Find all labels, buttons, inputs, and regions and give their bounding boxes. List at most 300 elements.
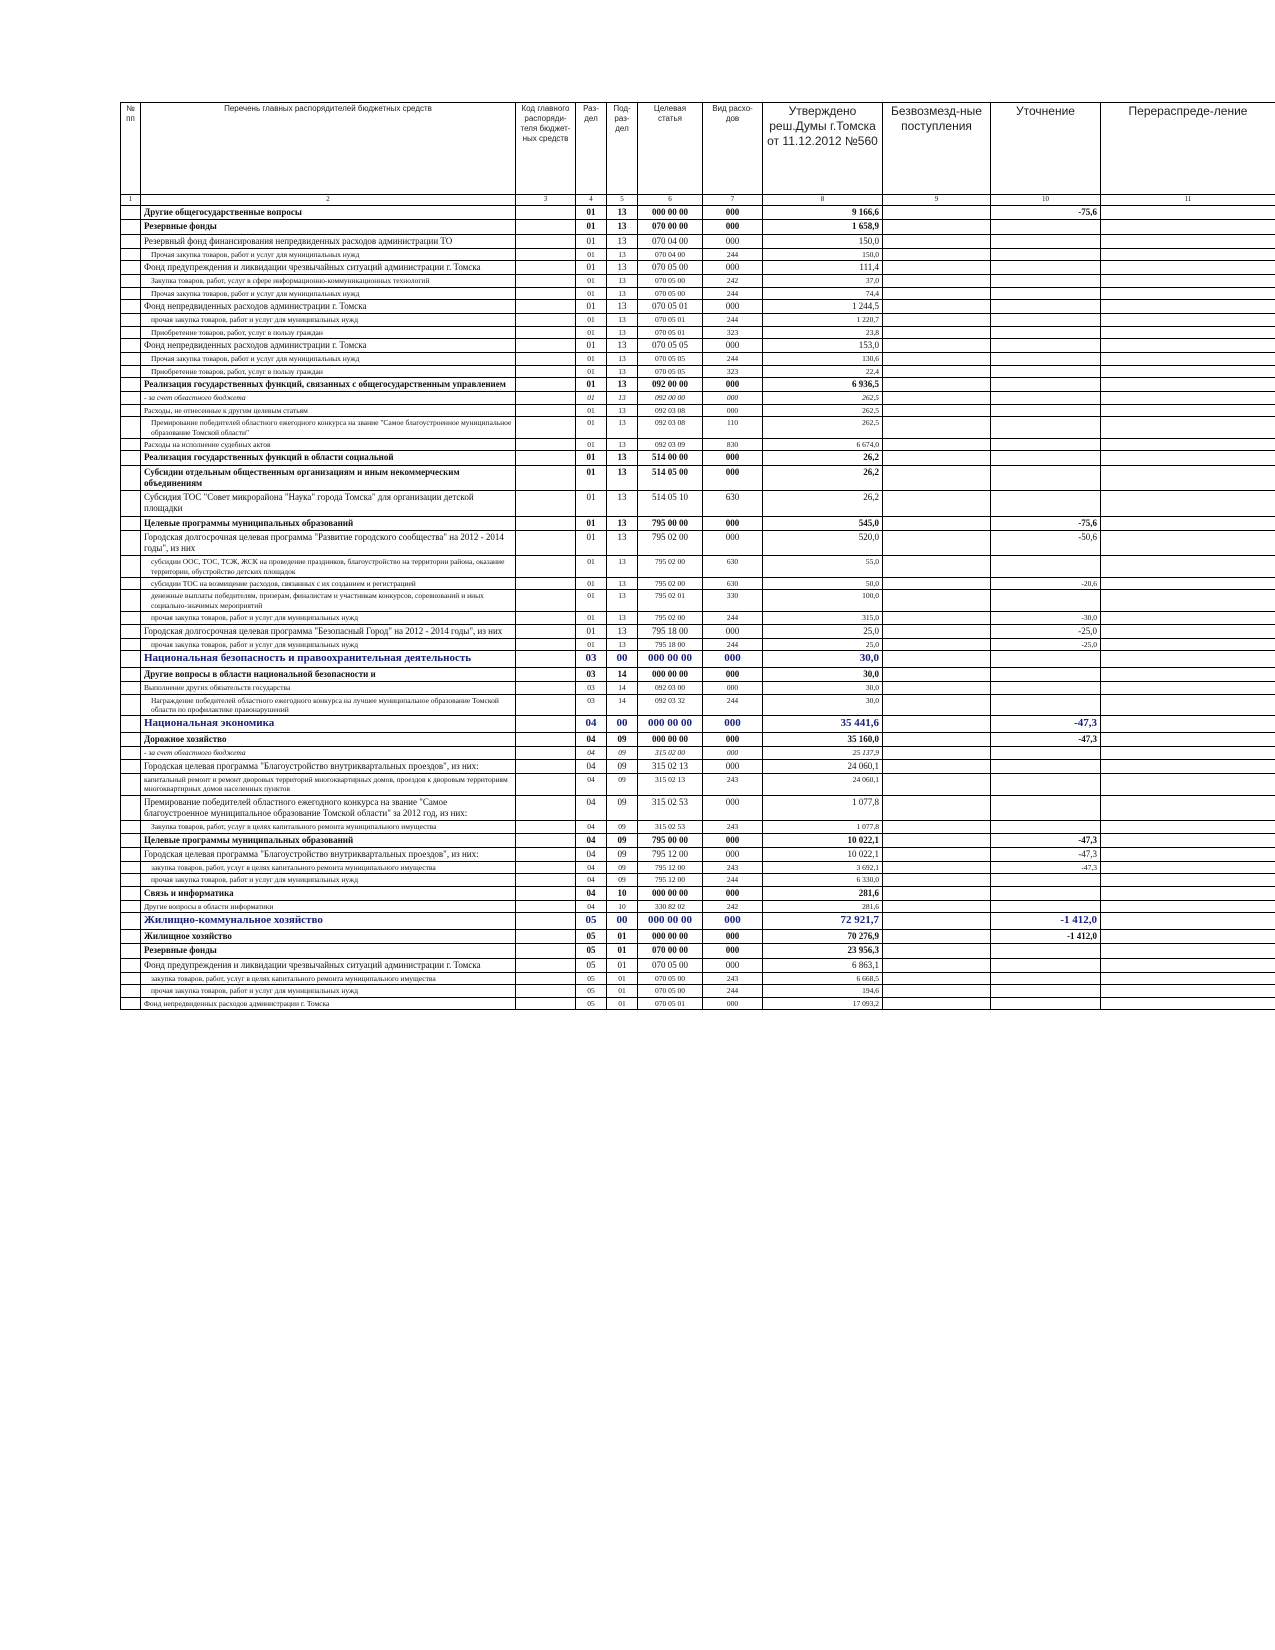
row-statya: 092 00 00 (638, 378, 703, 392)
row-podrazdel: 09 (607, 862, 638, 874)
row-podrazdel: 13 (607, 287, 638, 299)
row-grants (883, 417, 991, 439)
column-number: 6 (638, 195, 703, 206)
row-grants (883, 795, 991, 821)
row-code (516, 326, 576, 338)
row-name: Резервный фонд финансирования непредвиденных расходов администрации ТО (141, 234, 516, 248)
row-razdel: 01 (576, 491, 607, 517)
row-approved: 24 060,1 (763, 759, 883, 773)
row-grants (883, 287, 991, 299)
row-statya: 070 00 00 (638, 944, 703, 958)
table-row (121, 234, 1275, 248)
row-code (516, 638, 576, 650)
row-code (516, 682, 576, 694)
row-vid: 323 (703, 365, 763, 377)
row-name: Реализация государственных функций, связанных с общегосударственным управлением (141, 378, 516, 392)
row-number-cell (121, 365, 141, 377)
row-podrazdel: 13 (607, 624, 638, 638)
column-number: 3 (516, 195, 576, 206)
row-razdel: 03 (576, 682, 607, 694)
table-row (121, 417, 1275, 439)
row-statya: 795 12 00 (638, 847, 703, 861)
row-clarification: -30,0 (991, 612, 1101, 624)
row-redistribution (1101, 886, 1275, 900)
row-number-cell (121, 638, 141, 650)
header-code: Код главного распоряди-теля бюджет-ных средств (516, 103, 576, 195)
row-razdel: 04 (576, 862, 607, 874)
row-code (516, 833, 576, 847)
row-redistribution (1101, 747, 1275, 759)
row-number-cell (121, 886, 141, 900)
row-statya: 092 03 08 (638, 417, 703, 439)
row-name: Прочая закупка товаров, работ и услуг для муниципальных нужд (141, 248, 516, 260)
row-grants (883, 944, 991, 958)
row-razdel: 01 (576, 451, 607, 465)
row-number-cell (121, 667, 141, 681)
row-clarification (991, 759, 1101, 773)
row-code (516, 795, 576, 821)
row-grants (883, 847, 991, 861)
row-clarification (991, 944, 1101, 958)
row-number-cell (121, 901, 141, 913)
row-approved: 10 022,1 (763, 847, 883, 861)
row-clarification (991, 795, 1101, 821)
row-statya: 795 00 00 (638, 833, 703, 847)
row-redistribution (1101, 624, 1275, 638)
row-redistribution (1101, 392, 1275, 404)
row-statya: 070 00 00 (638, 220, 703, 234)
row-number-cell (121, 438, 141, 450)
row-razdel: 01 (576, 365, 607, 377)
row-code (516, 847, 576, 861)
row-code (516, 578, 576, 590)
column-number: 10 (991, 195, 1101, 206)
row-grants (883, 638, 991, 650)
row-name: Закупка товаров, работ, услуг в целях капитального ремонта муниципального имущества (141, 821, 516, 833)
row-vid: 000 (703, 930, 763, 944)
row-podrazdel: 13 (607, 612, 638, 624)
row-clarification: -20,6 (991, 578, 1101, 590)
row-clarification: -47,3 (991, 833, 1101, 847)
row-statya: 092 00 00 (638, 392, 703, 404)
row-approved: 35 441,6 (763, 716, 883, 733)
column-number: 5 (607, 195, 638, 206)
row-grants (883, 590, 991, 612)
row-statya: 070 05 00 (638, 958, 703, 972)
row-statya: 070 05 05 (638, 365, 703, 377)
table-row (121, 326, 1275, 338)
row-approved: 130,6 (763, 353, 883, 365)
row-statya: 070 05 01 (638, 997, 703, 1009)
table-row (121, 339, 1275, 353)
row-razdel: 01 (576, 326, 607, 338)
row-podrazdel: 01 (607, 944, 638, 958)
row-name: Фонд непредвиденных расходов администрации г. Томска (141, 300, 516, 314)
row-razdel: 04 (576, 795, 607, 821)
row-statya: 070 05 05 (638, 353, 703, 365)
row-vid: 630 (703, 556, 763, 578)
row-approved: 315,0 (763, 612, 883, 624)
row-podrazdel: 13 (607, 248, 638, 260)
row-clarification (991, 651, 1101, 668)
row-number-cell (121, 275, 141, 287)
table-row (121, 516, 1275, 530)
row-redistribution (1101, 694, 1275, 716)
row-clarification (991, 491, 1101, 517)
row-grants (883, 451, 991, 465)
row-approved: 6 330,0 (763, 874, 883, 886)
row-name: Выполнение других обязательств государства (141, 682, 516, 694)
row-podrazdel: 09 (607, 747, 638, 759)
row-redistribution (1101, 220, 1275, 234)
table-row (121, 275, 1275, 287)
row-redistribution (1101, 972, 1275, 984)
row-redistribution (1101, 275, 1275, 287)
row-number-cell (121, 847, 141, 861)
row-razdel: 01 (576, 234, 607, 248)
row-razdel: 03 (576, 667, 607, 681)
row-redistribution (1101, 913, 1275, 930)
row-approved: 262,5 (763, 417, 883, 439)
row-podrazdel: 13 (607, 206, 638, 220)
row-name: Прочая закупка товаров, работ и услуг для муниципальных нужд (141, 287, 516, 299)
row-podrazdel: 13 (607, 491, 638, 517)
row-name: капитальный ремонт и ремонт дворовых территорий многоквартирных домов, проездов к дворовым территориям многоквартирных домов населенных пунктов (141, 773, 516, 795)
row-vid: 000 (703, 206, 763, 220)
row-number-cell (121, 261, 141, 275)
row-number-cell (121, 451, 141, 465)
row-name: Городская целевая программа "Благоустройство внутриквартальных проездов", из них: (141, 759, 516, 773)
row-approved: 6 668,5 (763, 972, 883, 984)
row-approved: 150,0 (763, 248, 883, 260)
row-podrazdel: 01 (607, 958, 638, 972)
row-redistribution (1101, 862, 1275, 874)
row-clarification (991, 275, 1101, 287)
row-clarification (991, 404, 1101, 416)
table-row (121, 638, 1275, 650)
row-approved: 6 863,1 (763, 958, 883, 972)
row-razdel: 05 (576, 985, 607, 997)
row-code (516, 516, 576, 530)
row-vid: 000 (703, 378, 763, 392)
row-podrazdel: 00 (607, 913, 638, 930)
row-name: Жилищное хозяйство (141, 930, 516, 944)
row-grants (883, 206, 991, 220)
table-row (121, 314, 1275, 326)
row-grants (883, 733, 991, 747)
row-grants (883, 651, 991, 668)
row-statya: 070 05 00 (638, 985, 703, 997)
row-approved: 6 674,0 (763, 438, 883, 450)
row-redistribution (1101, 985, 1275, 997)
row-razdel: 01 (576, 516, 607, 530)
table-row (121, 972, 1275, 984)
row-statya: 092 03 09 (638, 438, 703, 450)
row-number-cell (121, 465, 141, 491)
row-vid: 244 (703, 612, 763, 624)
row-vid: 000 (703, 795, 763, 821)
row-statya: 000 00 00 (638, 913, 703, 930)
row-grants (883, 886, 991, 900)
table-body (121, 206, 1275, 1010)
row-grants (883, 874, 991, 886)
row-number-cell (121, 326, 141, 338)
row-vid: 000 (703, 516, 763, 530)
row-vid: 244 (703, 694, 763, 716)
row-statya: 315 02 00 (638, 747, 703, 759)
row-approved: 30,0 (763, 651, 883, 668)
row-statya: 070 04 00 (638, 234, 703, 248)
row-razdel: 04 (576, 833, 607, 847)
row-clarification (991, 958, 1101, 972)
row-redistribution (1101, 261, 1275, 275)
row-clarification (991, 378, 1101, 392)
table-row (121, 833, 1275, 847)
row-number-cell (121, 314, 141, 326)
row-podrazdel: 13 (607, 261, 638, 275)
row-vid: 000 (703, 997, 763, 1009)
row-podrazdel: 13 (607, 451, 638, 465)
row-razdel: 01 (576, 465, 607, 491)
row-number-cell (121, 985, 141, 997)
row-vid: 244 (703, 353, 763, 365)
row-razdel: 04 (576, 747, 607, 759)
row-code (516, 930, 576, 944)
row-vid: 630 (703, 578, 763, 590)
row-clarification: -50,6 (991, 530, 1101, 556)
row-podrazdel: 14 (607, 694, 638, 716)
row-approved: 17 093,2 (763, 997, 883, 1009)
row-number-cell (121, 682, 141, 694)
row-grants (883, 759, 991, 773)
row-redistribution (1101, 638, 1275, 650)
row-podrazdel: 13 (607, 638, 638, 650)
table-row (121, 682, 1275, 694)
row-razdel: 04 (576, 886, 607, 900)
row-vid: 242 (703, 901, 763, 913)
row-name: Фонд непредвиденных расходов администрации г. Томска (141, 997, 516, 1009)
row-vid: 000 (703, 530, 763, 556)
row-redistribution (1101, 874, 1275, 886)
table-row (121, 590, 1275, 612)
row-podrazdel: 13 (607, 404, 638, 416)
row-grants (883, 958, 991, 972)
row-podrazdel: 09 (607, 874, 638, 886)
row-vid: 110 (703, 417, 763, 439)
row-code (516, 404, 576, 416)
row-razdel: 01 (576, 378, 607, 392)
row-approved: 10 022,1 (763, 833, 883, 847)
row-razdel: 05 (576, 997, 607, 1009)
row-approved: 30,0 (763, 667, 883, 681)
row-name: прочая закупка товаров, работ и услуг для муниципальных нужд (141, 638, 516, 650)
row-code (516, 300, 576, 314)
column-number: 4 (576, 195, 607, 206)
row-code (516, 886, 576, 900)
row-vid: 242 (703, 275, 763, 287)
row-grants (883, 694, 991, 716)
table-row (121, 248, 1275, 260)
row-redistribution (1101, 530, 1275, 556)
row-redistribution (1101, 404, 1275, 416)
row-razdel: 01 (576, 624, 607, 638)
row-name: Фонд предупреждения и ликвидации чрезвычайных ситуаций администрации г. Томска (141, 958, 516, 972)
row-razdel: 05 (576, 958, 607, 972)
header-razdel: Раз-дел (576, 103, 607, 195)
header-clarification: Уточнение (991, 103, 1101, 195)
row-grants (883, 862, 991, 874)
row-code (516, 874, 576, 886)
row-vid: 000 (703, 651, 763, 668)
row-name: Городская долгосрочная целевая программа "Безопасный Город" на 2012 - 2014 годы", из них (141, 624, 516, 638)
row-vid: 000 (703, 833, 763, 847)
row-name: закупка товаров, работ, услуг в целях капитального ремонта муниципального имущества (141, 972, 516, 984)
column-number: 1 (121, 195, 141, 206)
row-approved: 74,4 (763, 287, 883, 299)
row-code (516, 862, 576, 874)
row-razdel: 01 (576, 248, 607, 260)
row-podrazdel: 01 (607, 985, 638, 997)
row-code (516, 651, 576, 668)
row-number-cell (121, 491, 141, 517)
row-approved: 22,4 (763, 365, 883, 377)
row-name: прочая закупка товаров, работ и услуг для муниципальных нужд (141, 985, 516, 997)
row-vid: 000 (703, 958, 763, 972)
row-clarification (991, 417, 1101, 439)
row-razdel: 05 (576, 972, 607, 984)
row-razdel: 01 (576, 314, 607, 326)
row-vid: 000 (703, 234, 763, 248)
row-podrazdel: 10 (607, 901, 638, 913)
row-podrazdel: 10 (607, 886, 638, 900)
row-redistribution (1101, 451, 1275, 465)
row-statya: 795 18 00 (638, 638, 703, 650)
row-grants (883, 667, 991, 681)
row-redistribution (1101, 365, 1275, 377)
row-podrazdel: 13 (607, 465, 638, 491)
table-row (121, 451, 1275, 465)
column-number-row (121, 195, 1275, 206)
row-redistribution (1101, 795, 1275, 821)
table-row (121, 944, 1275, 958)
row-podrazdel: 13 (607, 365, 638, 377)
row-podrazdel: 13 (607, 556, 638, 578)
row-name: Национальная безопасность и правоохранительная деятельность (141, 651, 516, 668)
row-statya: 070 05 01 (638, 314, 703, 326)
column-number: 8 (763, 195, 883, 206)
row-podrazdel: 13 (607, 417, 638, 439)
row-grants (883, 913, 991, 930)
row-name: прочая закупка товаров, работ и услуг для муниципальных нужд (141, 612, 516, 624)
table-row (121, 530, 1275, 556)
row-name: Приобретение товаров, работ, услуг в пользу граждан (141, 365, 516, 377)
row-podrazdel: 09 (607, 759, 638, 773)
row-razdel: 01 (576, 404, 607, 416)
row-redistribution (1101, 958, 1275, 972)
row-vid: 000 (703, 733, 763, 747)
column-number: 11 (1101, 195, 1275, 206)
row-podrazdel: 09 (607, 795, 638, 821)
row-code (516, 821, 576, 833)
row-code (516, 438, 576, 450)
row-number-cell (121, 759, 141, 773)
table-row (121, 651, 1275, 668)
row-approved: 70 276,9 (763, 930, 883, 944)
row-grants (883, 773, 991, 795)
row-razdel: 01 (576, 275, 607, 287)
row-podrazdel: 09 (607, 773, 638, 795)
row-statya: 514 00 00 (638, 451, 703, 465)
table-row (121, 862, 1275, 874)
row-number-cell (121, 773, 141, 795)
row-grants (883, 220, 991, 234)
row-statya: 000 00 00 (638, 886, 703, 900)
row-razdel: 04 (576, 901, 607, 913)
row-redistribution (1101, 651, 1275, 668)
row-code (516, 353, 576, 365)
row-razdel: 01 (576, 578, 607, 590)
row-approved: 30,0 (763, 694, 883, 716)
row-approved: 25,0 (763, 624, 883, 638)
row-grants (883, 516, 991, 530)
table-row (121, 624, 1275, 638)
row-statya: 795 02 00 (638, 612, 703, 624)
row-redistribution (1101, 300, 1275, 314)
row-podrazdel: 13 (607, 378, 638, 392)
table-row (121, 886, 1275, 900)
row-code (516, 667, 576, 681)
row-code (516, 759, 576, 773)
row-code (516, 944, 576, 958)
row-statya: 070 05 05 (638, 339, 703, 353)
row-redistribution (1101, 612, 1275, 624)
row-code (516, 491, 576, 517)
table-row (121, 300, 1275, 314)
row-statya: 070 05 00 (638, 287, 703, 299)
row-clarification (991, 234, 1101, 248)
row-redistribution (1101, 326, 1275, 338)
row-approved: 25,0 (763, 638, 883, 650)
row-name: Премирование победителей областного ежегодного конкурса на звание "Самое благоустроенное муниципальное образование Томской области" (141, 417, 516, 439)
row-razdel: 04 (576, 716, 607, 733)
row-statya: 795 00 00 (638, 516, 703, 530)
row-code (516, 747, 576, 759)
row-clarification (991, 353, 1101, 365)
column-number: 7 (703, 195, 763, 206)
row-name: Реализация государственных функций в области социальной (141, 451, 516, 465)
row-redistribution (1101, 930, 1275, 944)
row-approved: 1 220,7 (763, 314, 883, 326)
row-razdel: 01 (576, 353, 607, 365)
row-approved: 6 936,5 (763, 378, 883, 392)
row-statya: 070 05 00 (638, 275, 703, 287)
header-redistribution: Перераспреде-ление (1101, 103, 1275, 195)
row-clarification (991, 326, 1101, 338)
row-grants (883, 716, 991, 733)
row-name: Жилищно-коммунальное хозяйство (141, 913, 516, 930)
row-podrazdel: 13 (607, 234, 638, 248)
row-podrazdel: 01 (607, 997, 638, 1009)
row-name: Связь и информатика (141, 886, 516, 900)
row-clarification: -47,3 (991, 862, 1101, 874)
row-razdel: 05 (576, 930, 607, 944)
row-number-cell (121, 590, 141, 612)
row-redistribution (1101, 438, 1275, 450)
table-row (121, 392, 1275, 404)
row-clarification: -1 412,0 (991, 930, 1101, 944)
row-name: прочая закупка товаров, работ и услуг для муниципальных нужд (141, 314, 516, 326)
row-code (516, 530, 576, 556)
